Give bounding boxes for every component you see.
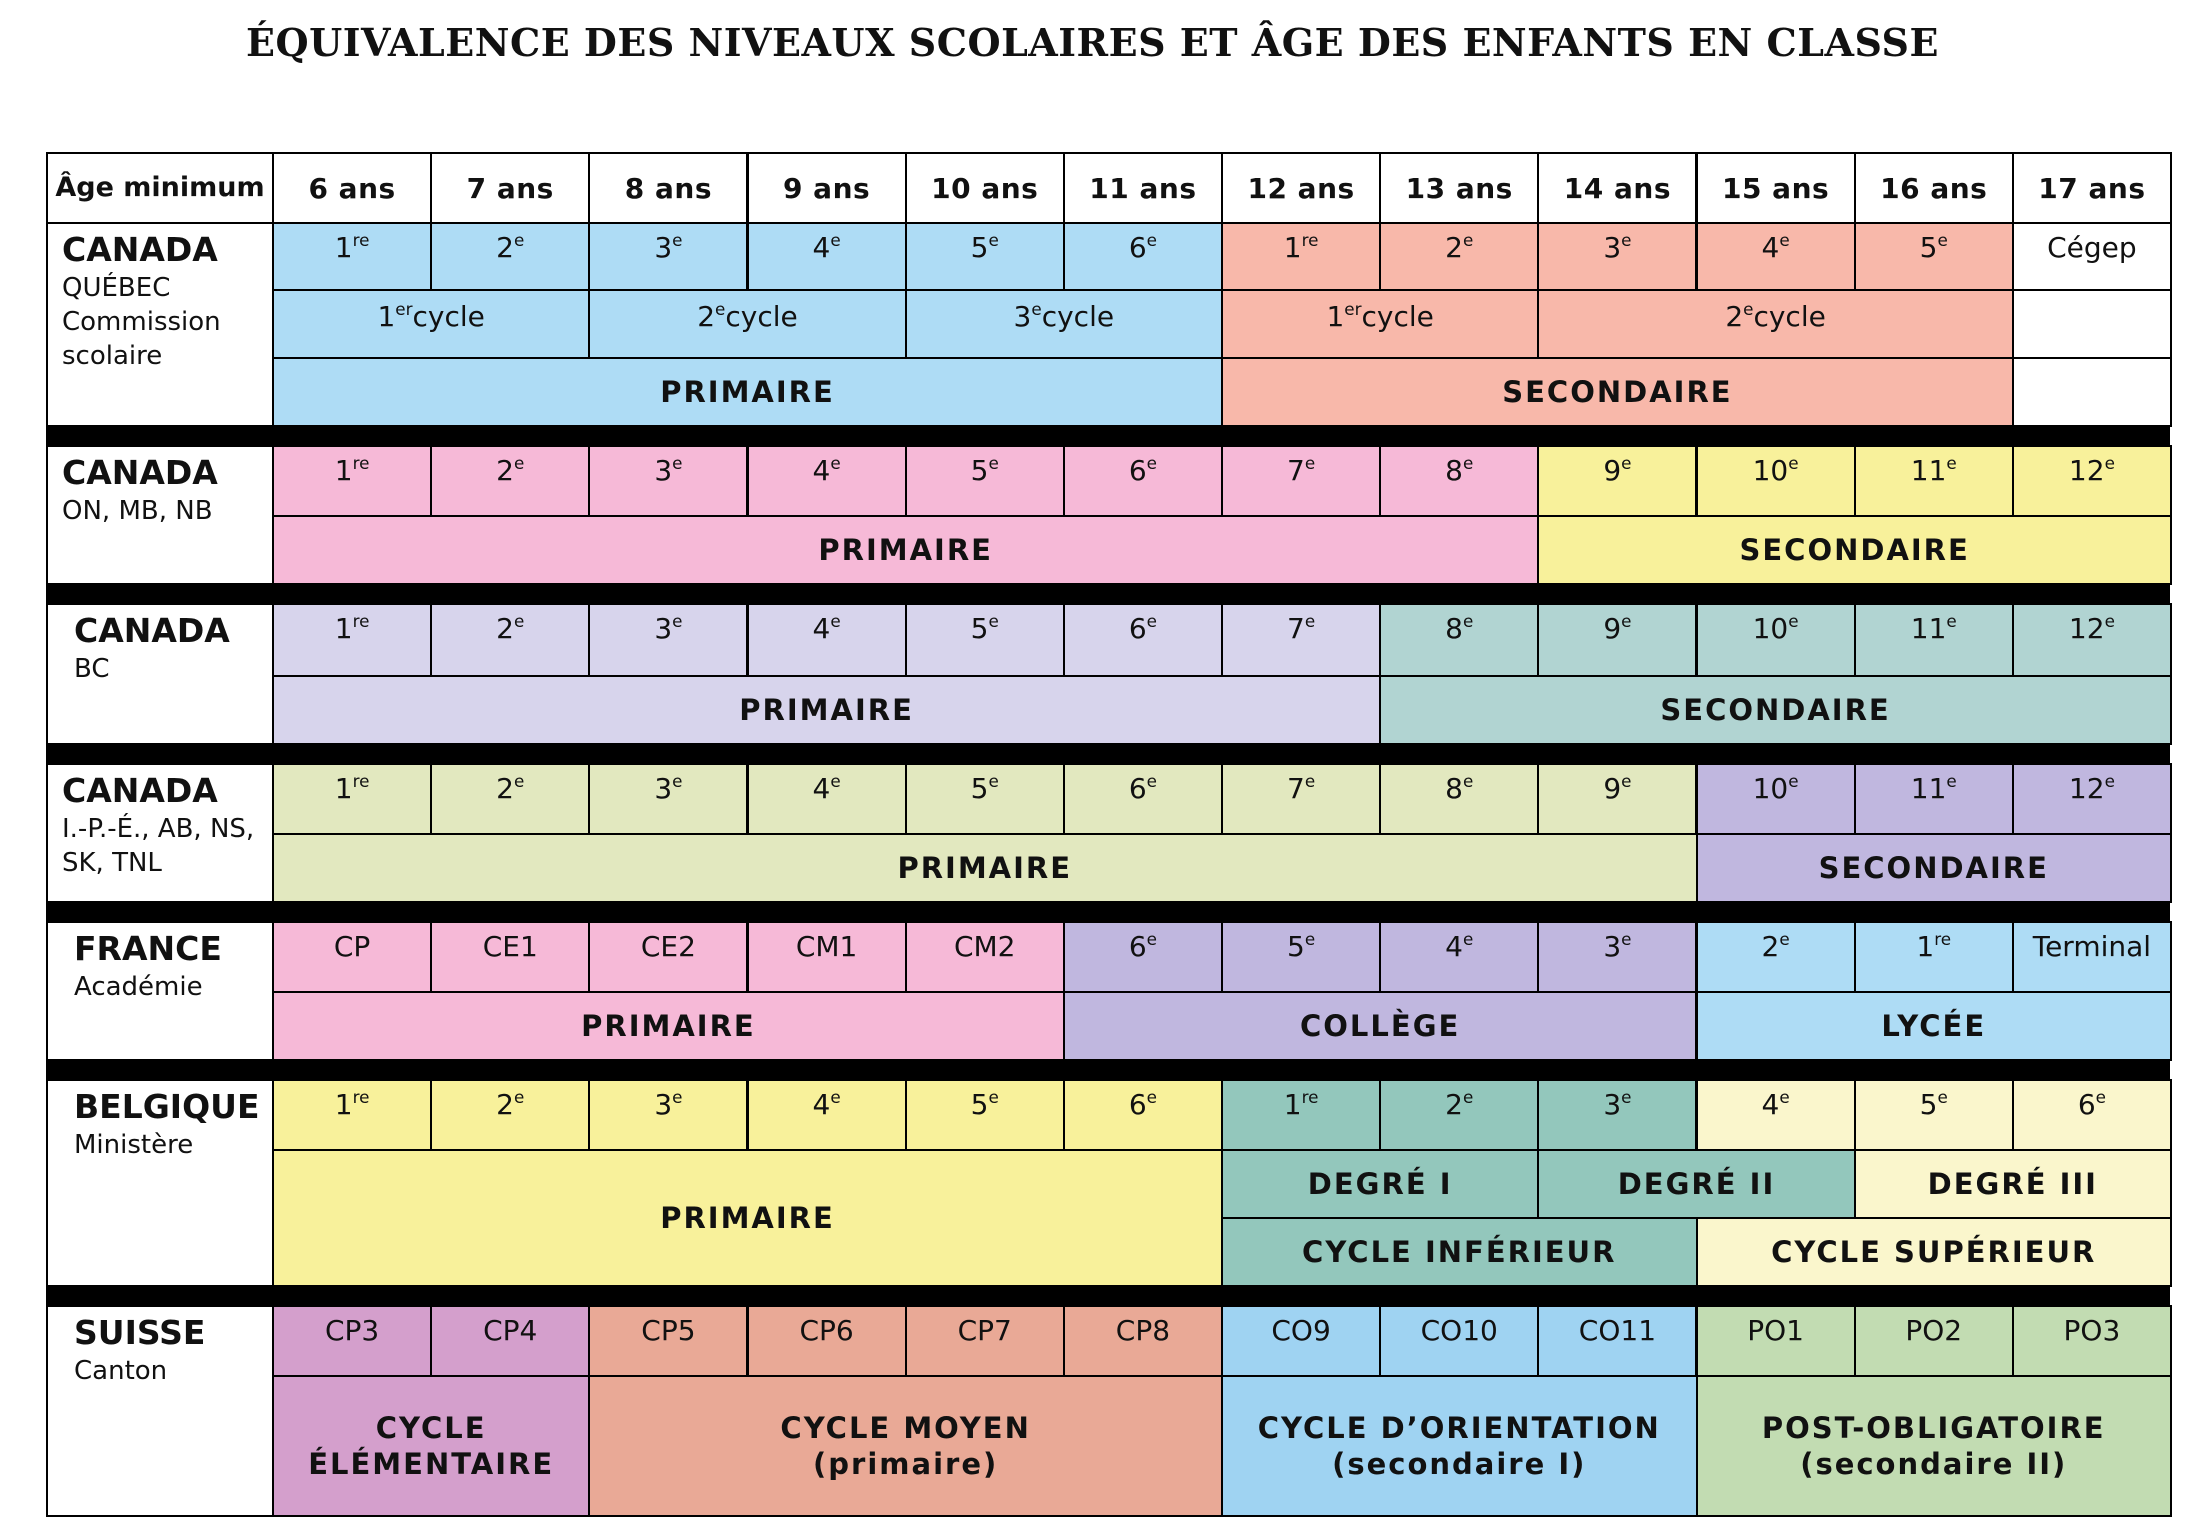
country-label [46,1305,274,1517]
level-cell [2012,357,2172,427]
grade-cell: CM1 [747,921,907,993]
grade-cell: 4 $^e$ [747,1079,907,1151]
grade-cell: 7 $^e$ [1221,445,1381,517]
level-cell: CYCLE MOYEN (primaire) [588,1375,1223,1517]
country-label [46,921,274,1061]
grade-cell: CO10 [1379,1305,1539,1377]
country-label [46,222,274,427]
grade-cell: 2 $^e$ [1696,921,1856,993]
region-subtitle: Commission [62,307,221,337]
grade-cell: 11 $^e$ [1854,763,2014,835]
grade-cell: 8 $^e$ [1379,763,1539,835]
level-cell: PRIMAIRE [272,1149,1223,1287]
grade-cell: 1 $^{re}$ [1854,921,2014,993]
country-name: BELGIQUE [74,1087,260,1126]
level-cell: DEGRÉ I [1221,1149,1539,1219]
grade-cell: 4 $^e$ [1379,921,1539,993]
grade-cell: CM2 [905,921,1065,993]
grade-cell: 5 $^e$ [1854,222,2014,291]
level-cell: DEGRÉ III [1854,1149,2172,1219]
level-cell: 1 $^{er}$ cycle [272,289,590,359]
grade-cell: 2 $^e$ [430,445,590,517]
grade-cell: 3 $^e$ [588,603,748,677]
grade-cell: 12 $^e$ [2012,763,2172,835]
age-header-cell: 7 ans [430,152,590,224]
grade-cell: 1 $^{re}$ [272,763,432,835]
grade-cell: 5 $^e$ [905,763,1065,835]
grade-cell: 6 $^e$ [2012,1079,2172,1151]
grade-cell: CO9 [1221,1305,1381,1377]
grade-cell: 8 $^e$ [1379,603,1539,677]
age-header-cell: 9 ans [747,152,907,224]
grade-cell: 2 $^e$ [430,763,590,835]
level-cell: PRIMAIRE [272,675,1381,745]
grade-cell: 11 $^e$ [1854,603,2014,677]
country-name: CANADA [74,611,230,650]
country-name: CANADA [62,230,218,269]
grade-cell: CP8 [1063,1305,1223,1377]
level-cell: DEGRÉ II [1537,1149,1855,1219]
country-label [46,445,274,585]
grade-cell: 5 $^e$ [1221,921,1381,993]
country-label [46,1079,274,1287]
grade-cell: PO3 [2012,1305,2172,1377]
grade-cell: 5 $^e$ [1854,1079,2014,1151]
grade-cell: 2 $^e$ [1379,222,1539,291]
grade-cell: CP3 [272,1305,432,1377]
grade-cell: 1 $^{re}$ [272,222,432,291]
region-subtitle: QUÉBEC [62,273,171,303]
level-cell: LYCÉE [1696,991,2173,1061]
level-cell: 3 $^e$ cycle [905,289,1223,359]
grade-cell: 10 $^e$ [1696,763,1856,835]
grade-cell: PO1 [1696,1305,1856,1377]
country-name: CANADA [62,453,218,492]
level-cell: PRIMAIRE [272,833,1698,903]
region-subtitle: ON, MB, NB [62,496,213,526]
grade-cell: 11 $^e$ [1854,445,2014,517]
grade-cell: 5 $^e$ [905,445,1065,517]
level-cell: SECONDAIRE [1537,515,2172,585]
grade-cell: 6 $^e$ [1063,445,1223,517]
age-header-label: Âge minimum [46,152,274,224]
grade-cell: 2 $^e$ [430,1079,590,1151]
region-subtitle: scolaire [62,341,163,371]
grade-cell: 4 $^e$ [1696,1079,1856,1151]
grade-cell: 10 $^e$ [1696,603,1856,677]
grade-cell: 9 $^e$ [1537,445,1697,517]
level-cell [2012,289,2172,359]
grade-cell: 6 $^e$ [1063,921,1223,993]
age-header-cell: 8 ans [588,152,748,224]
level-cell: SECONDAIRE [1221,357,2014,427]
grade-cell: 3 $^e$ [1537,222,1697,291]
grade-cell: 4 $^e$ [1696,222,1856,291]
grade-cell: 10 $^e$ [1696,445,1856,517]
grade-cell: 2 $^e$ [430,603,590,677]
grade-cell: CP5 [588,1305,748,1377]
grade-cell: CO11 [1537,1305,1697,1377]
level-cell: 1 $^{er}$ cycle [1221,289,1539,359]
grade-cell: 4 $^e$ [747,222,907,291]
grade-cell: 3 $^e$ [588,763,748,835]
grade-cell: Terminal [2012,921,2172,993]
level-cell: PRIMAIRE [272,515,1539,585]
grade-cell: CE1 [430,921,590,993]
equivalence-table [46,152,2170,1515]
grade-cell: 2 $^e$ [1379,1079,1539,1151]
grade-cell: 4 $^e$ [747,763,907,835]
grade-cell: 3 $^e$ [1537,921,1697,993]
level-cell: CYCLE ÉLÉMENTAIRE [272,1375,590,1517]
region-subtitle: SK, TNL [62,848,162,878]
grade-cell: 12 $^e$ [2012,603,2172,677]
region-subtitle: Ministère [74,1130,194,1160]
age-header-cell: 10 ans [905,152,1065,224]
level-cell: POST-OBLIGATOIRE (secondaire II) [1696,1375,2173,1517]
age-header-cell: 13 ans [1379,152,1539,224]
grade-cell: 5 $^e$ [905,222,1065,291]
grade-cell: 12 $^e$ [2012,445,2172,517]
region-subtitle: Canton [74,1356,168,1386]
grade-cell: Cégep [2012,222,2172,291]
grade-cell: 9 $^e$ [1537,763,1697,835]
level-cell: SECONDAIRE [1696,833,2173,903]
grade-cell: 3 $^e$ [588,222,748,291]
grade-cell: 1 $^{re}$ [1221,1079,1381,1151]
grade-cell: 6 $^e$ [1063,603,1223,677]
grade-cell: CP6 [747,1305,907,1377]
grade-cell: 7 $^e$ [1221,763,1381,835]
grade-cell: 6 $^e$ [1063,222,1223,291]
grade-cell: 1 $^{re}$ [272,445,432,517]
grade-cell: CP7 [905,1305,1065,1377]
grade-cell: 7 $^e$ [1221,603,1381,677]
grade-cell: 1 $^{re}$ [272,1079,432,1151]
age-header-cell: 6 ans [272,152,432,224]
grade-cell: PO2 [1854,1305,2014,1377]
grade-cell: 4 $^e$ [747,445,907,517]
region-subtitle: I.-P.-É., AB, NS, [62,814,255,844]
level-cell: CYCLE SUPÉRIEUR [1696,1217,2173,1287]
grade-cell: 2 $^e$ [430,222,590,291]
level-cell: COLLÈGE [1063,991,1698,1061]
grade-cell: 3 $^e$ [1537,1079,1697,1151]
level-cell: CYCLE D’ORIENTATION (secondaire I) [1221,1375,1698,1517]
grade-cell: 8 $^e$ [1379,445,1539,517]
region-subtitle: BC [74,654,110,684]
grade-cell: 5 $^e$ [905,1079,1065,1151]
grade-cell: 3 $^e$ [588,445,748,517]
age-header-cell: 12 ans [1221,152,1381,224]
page-title: ÉQUIVALENCE DES NIVEAUX SCOLAIRES ET ÂGE DES ENFANTS EN CLASSE [246,20,1939,65]
grade-cell: 5 $^e$ [905,603,1065,677]
grade-cell: 6 $^e$ [1063,763,1223,835]
country-label [46,603,274,745]
grade-cell: 3 $^e$ [588,1079,748,1151]
country-label [46,763,274,903]
country-name: CANADA [62,771,218,810]
age-header-cell: 15 ans [1696,152,1856,224]
grade-cell: CP [272,921,432,993]
level-cell: 2 $^e$ cycle [1537,289,2014,359]
country-name: SUISSE [74,1313,206,1352]
level-cell: SECONDAIRE [1379,675,2172,745]
level-cell: CYCLE INFÉRIEUR [1221,1217,1698,1287]
age-header-cell: 11 ans [1063,152,1223,224]
age-header-cell: 17 ans [2012,152,2172,224]
level-cell: PRIMAIRE [272,991,1065,1061]
grade-cell: 9 $^e$ [1537,603,1697,677]
grade-cell: 1 $^{re}$ [1221,222,1381,291]
grade-cell: CP4 [430,1305,590,1377]
level-cell: 2 $^e$ cycle [588,289,906,359]
country-name: FRANCE [74,929,222,968]
grade-cell: CE2 [588,921,748,993]
grade-cell: 6 $^e$ [1063,1079,1223,1151]
grade-cell: 1 $^{re}$ [272,603,432,677]
level-cell: PRIMAIRE [272,357,1223,427]
grade-cell: 4 $^e$ [747,603,907,677]
region-subtitle: Académie [74,972,203,1002]
age-header-cell: 16 ans [1854,152,2014,224]
age-header-cell: 14 ans [1537,152,1697,224]
